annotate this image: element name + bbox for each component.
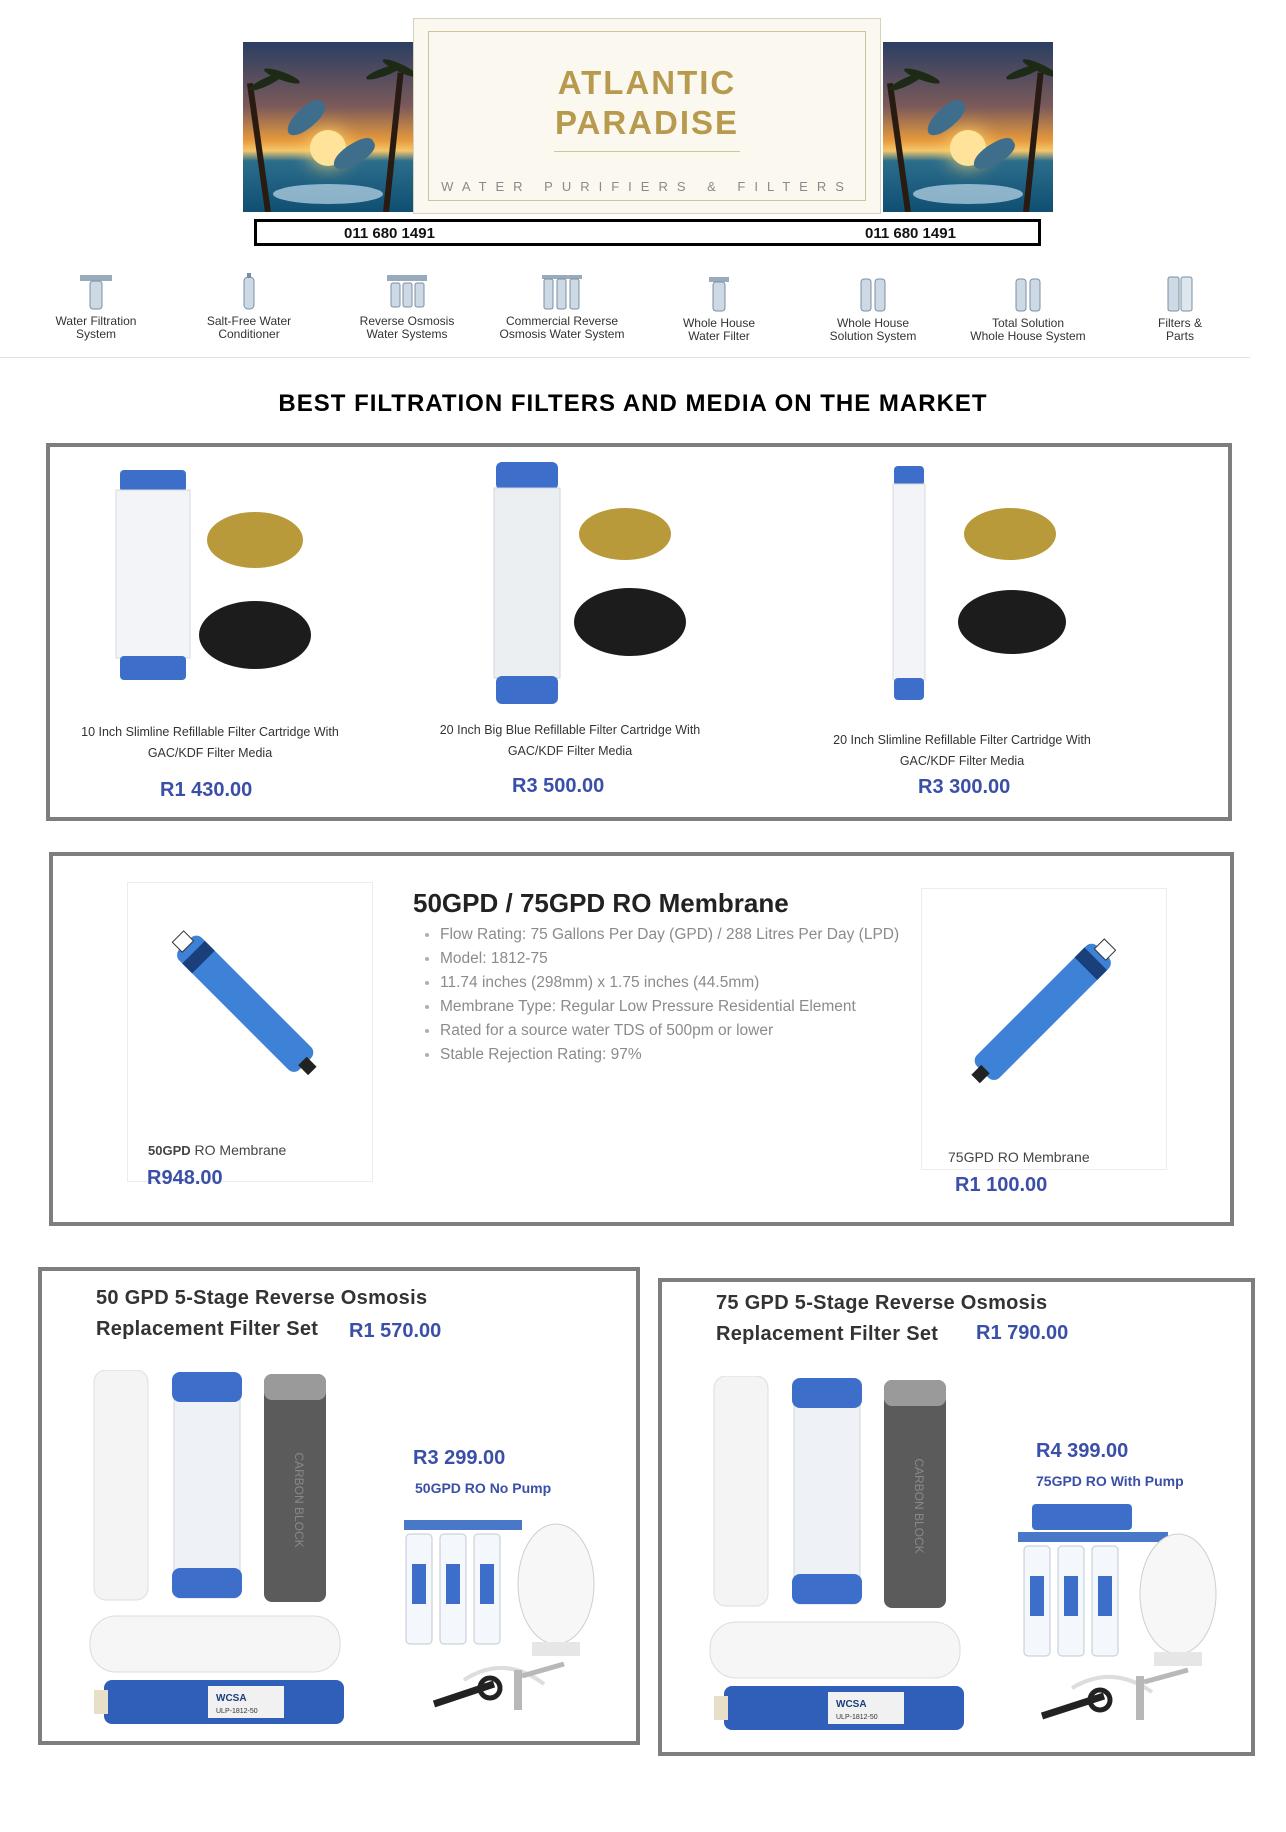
total-solution-icon (1008, 275, 1048, 313)
spec-item: • Stable Rejection Rating: 97% (440, 1043, 899, 1067)
cartridge-name (812, 730, 1112, 772)
title-line1: 75 GPD 5-Stage Reverse Osmosis (716, 1292, 1048, 1314)
nav-divider (0, 357, 1250, 358)
spec-item: • Membrane Type: Regular Low Pressure Residential Element (440, 995, 899, 1019)
logo-tagline: WATER PURIFIERS & FILTERS (441, 179, 853, 194)
nav-water-filtration-system[interactable] (26, 273, 166, 341)
membrane-model: ULP-1812-50 (216, 1708, 258, 1715)
nav-filters-and-parts[interactable] (1120, 275, 1240, 343)
nav-label-line2: Water Filter (688, 329, 750, 343)
title-line1: 50 GPD 5-Stage Reverse Osmosis (96, 1287, 428, 1309)
ro-system-no-pump-image[interactable] (394, 1504, 604, 1724)
membrane-brand: WCSA (216, 1693, 247, 1704)
nav-label-line2: System (75, 327, 116, 341)
filters-parts-icon (1160, 275, 1200, 313)
cartridge-name-line1: 20 Inch Slimline Refillable Filter Cartridge With (833, 733, 1091, 747)
nav-label-line1: Reverse Osmosis (359, 314, 455, 328)
membrane-card-75gpd[interactable] (921, 888, 1167, 1170)
commercial-ro-icon (540, 273, 584, 311)
spec-item: • Flow Rating: 75 Gallons Per Day (GPD) / 288 Litres Per Day (LPD) (440, 923, 899, 947)
cartridge-price: R1 430.00 (160, 779, 253, 801)
nav-whole-house-solution-system[interactable] (803, 275, 943, 343)
cartridge-name (60, 722, 360, 764)
membrane-75gpd-image (947, 914, 1147, 1104)
system-name: 50GPD RO No Pump (415, 1480, 552, 1496)
label-bold: 50GPD (148, 1143, 191, 1158)
logo-title-line1: ATLANTIC (557, 64, 737, 101)
membrane-title (413, 888, 789, 919)
spec-item: • Model: 1812-75 (440, 947, 899, 971)
membrane-75gpd-label: 75GPD RO Membrane (948, 1149, 1090, 1165)
cartridge-price: R3 300.00 (918, 776, 1011, 798)
nav-label-line2: Conditioner (218, 327, 280, 341)
label-rest: RO Membrane (190, 1142, 287, 1158)
cartridge-20in-big-blue-image[interactable] (490, 462, 730, 708)
filter-set-price: R1 790.00 (976, 1322, 1069, 1344)
carbon-block-label: CARBON BLOCK (292, 1452, 306, 1548)
title-line2: Replacement Filter Set (716, 1323, 939, 1345)
membrane-card-50gpd[interactable] (127, 882, 373, 1182)
nav-label-line1: Commercial Reverse (505, 314, 619, 328)
membrane-50gpd-price: R948.00 (147, 1167, 223, 1189)
nav-label-line2: Solution System (829, 329, 917, 343)
spec-item: • 11.74 inches (298mm) x 1.75 inches (44.5mm) (440, 971, 899, 995)
phone-number-right[interactable]: 011 680 1491 (865, 225, 956, 242)
membrane-model: ULP-1812-50 (836, 1714, 878, 1721)
membrane-spec-list (420, 923, 899, 1067)
ro-system-with-pump-image[interactable] (1012, 1498, 1232, 1732)
nav-label-line1: Whole House (836, 316, 910, 330)
brand-logo[interactable] (413, 18, 881, 214)
cartridge-name-line1: 10 Inch Slimline Refillable Filter Cartridge With (81, 725, 339, 739)
cartridge-name-line2: GAC/KDF Filter Media (899, 754, 1025, 768)
nav-label-line1: Filters & (1157, 316, 1202, 330)
whole-house-solution-icon (853, 275, 893, 313)
title-line2: Replacement Filter Set (96, 1318, 319, 1340)
filter-set-price: R1 570.00 (349, 1320, 442, 1342)
nav-salt-free-water-conditioner[interactable] (179, 273, 319, 341)
phone-bar (254, 219, 1041, 246)
nav-label-line1: Water Filtration (55, 314, 137, 328)
cartridge-name-line2: GAC/KDF Filter Media (507, 744, 633, 758)
membrane-75gpd-price: R1 100.00 (955, 1174, 1048, 1196)
nav-label-line1: Whole House (682, 316, 756, 330)
nav-label-line2: Parts (1165, 329, 1194, 343)
spec-item: • Rated for a source water TDS of 500pm or lower (440, 1019, 899, 1043)
nav-commercial-reverse-osmosis[interactable] (492, 273, 632, 341)
cartridge-price: R3 500.00 (512, 775, 605, 797)
logo-title-line2: PARADISE (554, 104, 740, 141)
banner-image-left (243, 42, 413, 212)
phone-number-left[interactable]: 011 680 1491 (344, 225, 435, 242)
cartridge-name (420, 720, 720, 762)
system-price: R3 299.00 (413, 1447, 506, 1469)
section-headline: BEST FILTRATION FILTERS AND MEDIA ON THE MARKET (278, 390, 988, 417)
nav-total-solution-whole-house-system[interactable] (956, 275, 1100, 343)
carbon-block-label: CARBON BLOCK (912, 1458, 926, 1554)
reverse-osmosis-icon (385, 273, 429, 311)
membrane-50gpd-image (148, 913, 348, 1103)
membrane-brand: WCSA (836, 1699, 867, 1710)
cartridge-name-line2: GAC/KDF Filter Media (147, 746, 273, 760)
title-part2: 75GPD RO Membrane (519, 888, 789, 918)
water-filtration-icon (76, 273, 116, 311)
nav-label-line1: Salt-Free Water (206, 314, 292, 328)
nav-label-line2: Water Systems (366, 327, 448, 341)
system-price: R4 399.00 (1036, 1440, 1129, 1462)
filter-set-50gpd-image[interactable] (88, 1370, 368, 1728)
banner-image-right (883, 42, 1053, 212)
nav-reverse-osmosis-water-systems[interactable] (337, 273, 477, 341)
cartridge-10in-slimline-image[interactable] (112, 470, 352, 690)
cartridge-20in-slimline-image[interactable] (890, 466, 1130, 712)
filter-set-75gpd-image[interactable] (708, 1376, 988, 1734)
nav-label-line1: Total Solution (991, 316, 1065, 330)
whole-house-filter-icon (699, 275, 739, 313)
nav-label-line2: Osmosis Water System (499, 327, 625, 341)
salt-free-conditioner-icon (229, 273, 269, 311)
cartridge-name-line1: 20 Inch Big Blue Refillable Filter Cartridge With (439, 723, 701, 737)
membrane-50gpd-label (148, 1142, 286, 1158)
system-name: 75GPD RO With Pump (1036, 1473, 1184, 1489)
title-part1: 50GPD / (413, 888, 520, 918)
nav-whole-house-water-filter[interactable] (649, 275, 789, 343)
nav-label-line2: Whole House System (970, 329, 1086, 343)
